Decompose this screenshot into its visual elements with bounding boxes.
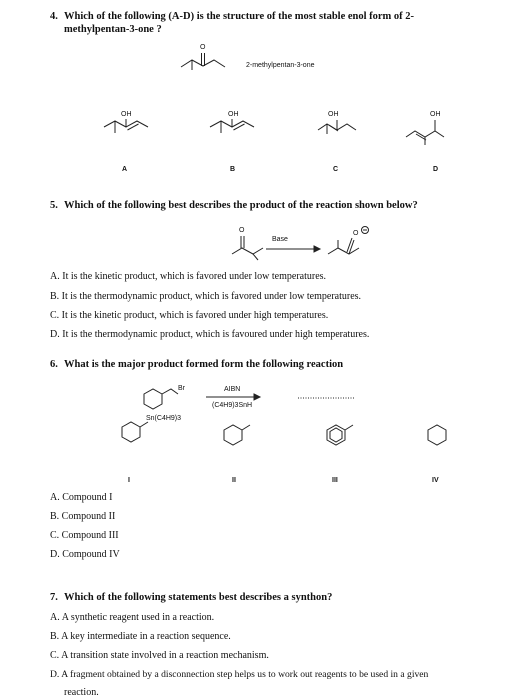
q5-option-b-letter: B. <box>50 291 60 302</box>
q7-option-b[interactable] <box>50 630 231 643</box>
q6-compound-label-i: I <box>128 477 130 484</box>
q4-number: 4. <box>50 11 58 22</box>
q4-enol-b-oh: OH <box>228 111 239 118</box>
q6-option-a-text: Compound I <box>62 492 113 503</box>
q5-option-c-text: It is the kinetic product, which is favored under high temperatures. <box>61 310 329 321</box>
q6-option-d-text: Compound IV <box>62 549 120 560</box>
q6-option-b-text: Compound II <box>61 511 116 522</box>
q4-enol-d-oh: OH <box>430 111 441 118</box>
q4-choice-b: B <box>230 166 236 173</box>
q4-question-line2: methylpentan-3-one ? <box>64 24 162 35</box>
q4-ketone-oxygen: O <box>200 44 206 51</box>
q7-option-c-text: A transition state involved in a reaction mechanism. <box>61 650 269 661</box>
q5-option-d-letter: D. <box>50 329 60 340</box>
q4-ketone-label: 2-methylpentan-3-one <box>246 62 315 69</box>
q4-enol-c-oh: OH <box>328 111 339 118</box>
q4-choice-a: A <box>122 166 128 173</box>
q6-reagent-aibn: AIBN <box>224 386 241 393</box>
q6-option-a[interactable] <box>50 491 113 504</box>
q7-option-c[interactable] <box>50 649 269 662</box>
q5-option-a-letter: A. <box>50 271 60 282</box>
q7-option-d-continuation: reaction. <box>64 687 99 698</box>
q6-option-a-letter: A. <box>50 492 60 503</box>
q7-option-a-text: A synthetic reagent used in a reaction. <box>61 612 215 623</box>
q5-option-a-text: It is the kinetic product, which is favored under low temperatures. <box>62 271 327 282</box>
q7-option-b-text: A key intermediate in a reaction sequence. <box>61 631 231 642</box>
q6-compound-label-iv: IV <box>432 477 439 484</box>
q5-option-c-letter: C. <box>50 310 60 321</box>
q6-option-d[interactable] <box>50 548 120 561</box>
q6-compound-label-iii: III <box>332 477 338 484</box>
q5-product-oxygen: O <box>353 230 359 237</box>
q5-number: 5. <box>50 200 58 211</box>
q7-question: Which of the following statements best describes a synthon? <box>64 592 333 603</box>
q4-question-line1: Which of the following (A-D) is the structure of the most stable enol form of 2- <box>64 11 415 22</box>
q7-option-c-letter: C. <box>50 650 60 661</box>
q7-option-d[interactable] <box>50 668 428 681</box>
q6-compound-label-ii: II <box>232 477 236 484</box>
q7-number: 7. <box>50 592 58 603</box>
q7-option-a[interactable] <box>50 611 214 624</box>
q5-question: Which of the following best describes the product of the reaction shown below? <box>64 200 418 211</box>
q4-enol-a-oh: OH <box>121 111 132 118</box>
q4-choice-c: C <box>333 166 339 173</box>
q7-option-a-letter: A. <box>50 612 60 623</box>
q6-option-b-letter: B. <box>50 511 60 522</box>
q6-number: 6. <box>50 359 58 370</box>
q6-option-d-letter: D. <box>50 549 60 560</box>
q6-bromine: Br <box>178 385 185 392</box>
q5-option-d-text: It is the thermodynamic product, which is favoured under high temperatures. <box>62 329 370 340</box>
q5-reagent-base: Base <box>272 236 288 243</box>
q6-compound-i-tin-group: Sn(C4H9)3 <box>146 415 182 422</box>
q6-reagent-tin-hydride: (C4H9)3SnH <box>212 402 253 409</box>
q7-option-b-letter: B. <box>50 631 60 642</box>
q7-option-d-text: A fragment obtained by a disconnection step helps us to work out reagents to be used in a given <box>61 669 429 680</box>
q4-choice-d: D <box>433 166 439 173</box>
q7-option-d-letter: D. <box>50 669 60 680</box>
q6-option-c-text: Compound III <box>61 530 119 541</box>
q6-question: What is the major product formed form the following reaction <box>64 359 344 370</box>
q6-option-c-letter: C. <box>50 530 60 541</box>
q5-reactant-oxygen: O <box>239 227 245 234</box>
q6-option-c[interactable] <box>50 529 119 542</box>
q5-option-b-text: It is the thermodynamic product, which is favored under low temperatures. <box>61 291 362 302</box>
q6-option-b[interactable] <box>50 510 115 523</box>
